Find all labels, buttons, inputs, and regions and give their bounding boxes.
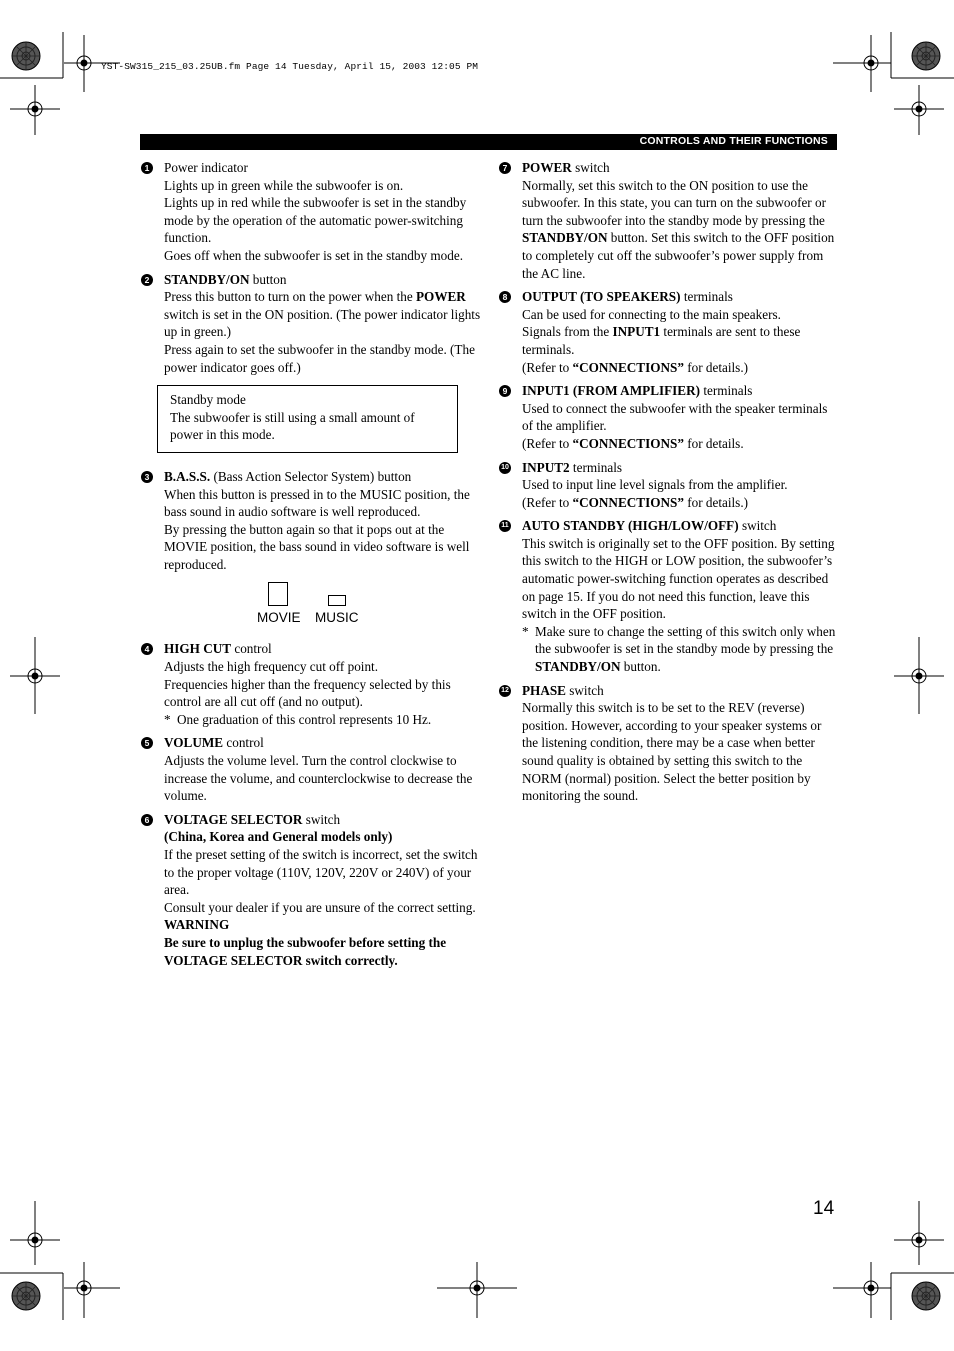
item-text: Used to connect the subwoofer with the speaker terminals of the amplifier.	[522, 400, 828, 434]
item-standby-on-button	[141, 271, 481, 377]
item-text: Press this button to turn on the power when the POWER switch is set in the ON position. (The power indicator lights up in green.)	[164, 289, 481, 340]
item-text: When this button is pressed in to the MUSIC position, the bass sound in audio software is well reproduced.	[164, 486, 470, 520]
number-badge: 2	[141, 274, 153, 286]
number-badge: 12	[499, 685, 511, 697]
music-label: MUSIC	[315, 610, 359, 626]
item-heading: INPUT1 (FROM AMPLIFIER) terminals	[522, 383, 753, 399]
item-text: By pressing the button again so that it pops out at the MOVIE position, the bass sound in video software is well reproduced.	[164, 521, 470, 572]
item-heading: AUTO STANDBY (HIGH/LOW/OFF) switch	[522, 518, 777, 534]
item-subheading: (China, Korea and General models only)	[164, 829, 393, 845]
item-text: Normally, set this switch to the ON position to use the subwoofer. In this state, you can turn on the subwoofer or turn the subwoofer into the standby mode by pressing the STANDBY/ON button. Set this switch to the OFF position to completely cut off the subwoofer’s power supply from the AC line.	[522, 177, 835, 281]
section-title: CONTROLS AND THEIR FUNCTIONS	[639, 135, 828, 147]
right-column	[499, 159, 839, 811]
number-badge: 7	[499, 162, 511, 174]
item-text: Goes off when the subwoofer is set in the standby mode.	[164, 247, 463, 263]
item-volume-control	[141, 734, 481, 804]
number-badge: 9	[499, 385, 511, 397]
item-text: Consult your dealer if you are unsure of the correct setting.	[164, 899, 476, 915]
item-heading: INPUT2 terminals	[522, 459, 622, 475]
item-power-switch	[499, 159, 839, 282]
section-bar	[140, 134, 837, 150]
item-heading: STANDBY/ON button	[164, 271, 287, 287]
item-text: Normally this switch is to be set to the REV (reverse) position. However, according to your speaker systems or the listening condition, there may be a case when better sound quality is obtained by setting this switch to the NORM (normal) position. Select the better position by monitoring the sound.	[522, 700, 822, 804]
item-heading: OUTPUT (TO SPEAKERS) terminals	[522, 289, 733, 305]
item-voltage-selector	[141, 811, 481, 969]
movie-label: MOVIE	[257, 610, 301, 626]
item-heading: Power indicator	[164, 160, 248, 175]
item-text: Press again to set the subwoofer in the standby mode. (The power indicator goes off.)	[164, 341, 475, 375]
file-header: YST-SW315_215_03.25UB.fm Page 14 Tuesday, April 15, 2003 12:05 PM	[101, 61, 479, 72]
item-reference: (Refer to “CONNECTIONS” for details.)	[522, 359, 749, 375]
item-reference: (Refer to “CONNECTIONS” for details.	[522, 435, 744, 451]
music-button-shape	[328, 595, 346, 606]
item-bass-button	[141, 468, 481, 574]
page-number: 14	[813, 1198, 835, 1219]
number-badge: 3	[141, 471, 153, 483]
item-text: Signals from the INPUT1 terminals are sent to these terminals.	[522, 324, 801, 357]
number-badge: 11	[499, 520, 511, 532]
standby-mode-box	[157, 385, 458, 453]
number-badge: 8	[499, 291, 511, 303]
item-text: Lights up in red while the subwoofer is set in the standby mode by the operation of the automatic power-switching function.	[164, 195, 467, 246]
item-text: Adjusts the high frequency cut off point.	[164, 659, 379, 675]
item-note: * One graduation of this control represents 10 Hz.	[164, 711, 432, 727]
number-badge: 5	[141, 737, 153, 749]
item-power-indicator	[141, 159, 481, 265]
left-column	[141, 159, 481, 975]
item-heading: B.A.S.S. (Bass Action Selector System) button	[164, 468, 412, 484]
item-output-terminals	[499, 288, 839, 376]
item-text: This switch is originally set to the OFF position. By setting this switch to the HIGH or LOW position, the subwoofer’s automatic power-switching function operates as described on page 15. If you do not need this function, leave this switch in the OFF position.	[522, 535, 835, 622]
number-badge: 6	[141, 814, 153, 826]
box-title: Standby mode	[170, 392, 246, 408]
item-text: If the preset setting of the switch is incorrect, set the switch to the proper voltage (110V, 120V, 220V or 240V) of your area.	[164, 847, 478, 898]
item-text: Used to input line level signals from the amplifier.	[522, 477, 788, 493]
warning-text: Be sure to unplug the subwoofer before setting the VOLTAGE SELECTOR switch correctly.	[164, 934, 447, 968]
item-text: Frequencies higher than the frequency selected by this control are all cut off (and no output).	[164, 676, 451, 710]
number-badge: 4	[141, 643, 153, 655]
item-input2-terminals	[499, 459, 839, 512]
warning-title: WARNING	[164, 917, 230, 933]
item-heading: VOLTAGE SELECTOR switch	[164, 811, 341, 827]
item-text: Lights up in green while the subwoofer is on.	[164, 177, 404, 193]
item-heading: VOLUME control	[164, 735, 264, 751]
item-high-cut-control	[141, 640, 481, 728]
bass-button-diagram	[141, 573, 481, 633]
item-text: Can be used for connecting to the main speakers.	[522, 306, 781, 322]
number-badge: 10	[499, 462, 511, 474]
movie-button-shape	[268, 582, 288, 606]
item-heading: POWER switch	[522, 160, 610, 175]
item-input1-terminals	[499, 382, 839, 452]
item-reference: (Refer to “CONNECTIONS” for details.)	[522, 494, 749, 510]
item-text: Adjusts the volume level. Turn the control clockwise to increase the volume, and counterclockwise to decrease the volume.	[164, 753, 473, 804]
item-heading: PHASE switch	[522, 682, 604, 698]
item-heading: HIGH CUT control	[164, 641, 272, 657]
number-badge: 1	[141, 162, 153, 174]
item-phase-switch	[499, 682, 839, 805]
box-text: The subwoofer is still using a small amount of power in this mode.	[170, 409, 415, 443]
item-note: * Make sure to change the setting of this switch only when the subwoofer is set in the standby mode by pressing the STANDBY/ON button.	[522, 623, 836, 675]
item-auto-standby-switch	[499, 517, 839, 675]
